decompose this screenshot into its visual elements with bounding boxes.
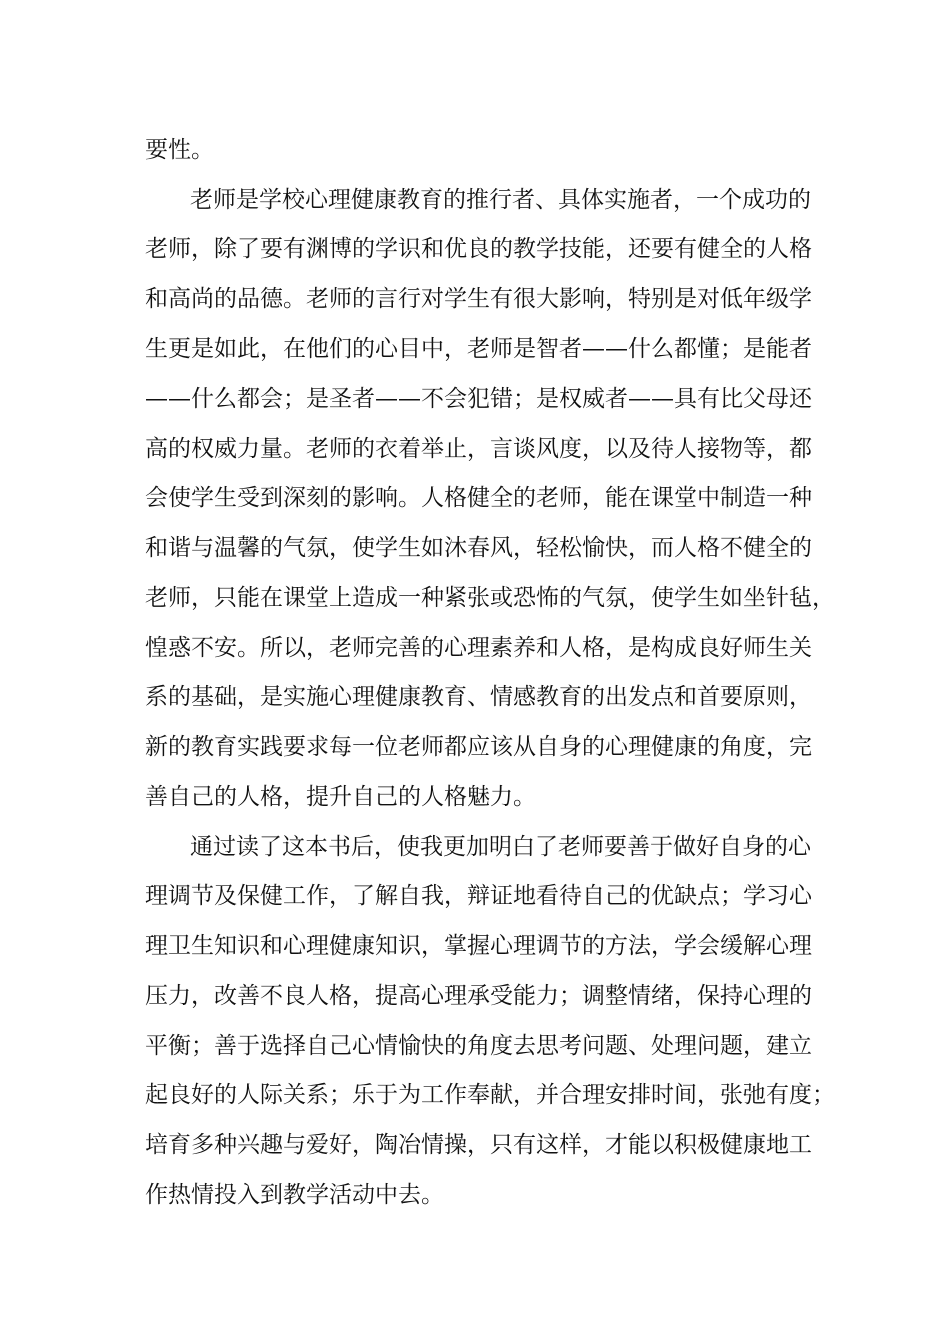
paragraph-2-line-9: 老师，只能在课堂上造成一种紧张或恐怖的气氛，使学生如坐针毡， [145, 585, 835, 611]
paragraph-2-line-6: 高的权威力量。老师的衣着举止，言谈风度，以及待人接物等，都 [145, 436, 812, 462]
paragraph-2-line-13: 善自己的人格，提升自己的人格魅力。 [145, 784, 536, 810]
paragraph-2-line-5: ——什么都会；是圣者——不会犯错；是权威者——具有比父母还 [145, 386, 812, 412]
paragraph-2-line-7: 会使学生受到深刻的影响。人格健全的老师，能在课堂中制造一种 [145, 485, 812, 511]
paragraph-3-line-3: 理卫生知识和心理健康知识，掌握心理调节的方法，学会缓解心理 [145, 933, 812, 959]
paragraph-3-line-6: 起良好的人际关系；乐于为工作奉献，并合理安排时间，张弛有度； [145, 1082, 835, 1108]
paragraph-2-line-12: 新的教育实践要求每一位老师都应该从自身的心理健康的角度，完 [145, 734, 812, 760]
paragraph-3-line-8: 作热情投入到教学活动中去。 [145, 1182, 444, 1208]
paragraph-2-line-2: 老师，除了要有渊博的学识和优良的教学技能，还要有健全的人格 [145, 236, 812, 262]
paragraph-2-line-8: 和谐与温馨的气氛，使学生如沐春风，轻松愉快，而人格不健全的 [145, 535, 812, 561]
paragraph-3-line-7: 培育多种兴趣与爱好，陶冶情操，只有这样，才能以积极健康地工 [145, 1132, 812, 1158]
paragraph-2-line-4: 生更是如此，在他们的心目中，老师是智者——什么都懂；是能者 [145, 336, 812, 362]
paragraph-3-line-2: 理调节及保健工作，了解自我，辩证地看待自己的优缺点；学习心 [145, 883, 812, 909]
paragraph-2-line-11: 系的基础，是实施心理健康教育、情感教育的出发点和首要原则， [145, 684, 812, 710]
paragraph-3-line-1: 通过读了这本书后，使我更加明白了老师要善于做好自身的心 [190, 834, 811, 860]
paragraph-3-line-4: 压力，改善不良人格，提高心理承受能力；调整情绪，保持心理的 [145, 983, 812, 1009]
paragraph-1-line-1: 要性。 [145, 137, 214, 163]
paragraph-2-line-3: 和高尚的品德。老师的言行对学生有很大影响，特别是对低年级学 [145, 286, 812, 312]
paragraph-2-line-1: 老师是学校心理健康教育的推行者、具体实施者，一个成功的 [190, 187, 811, 213]
paragraph-3-line-5: 平衡；善于选择自己心情愉快的角度去思考问题、处理问题，建立 [145, 1033, 812, 1059]
paragraph-2-line-10: 惶惑不安。所以，老师完善的心理素养和人格，是构成良好师生关 [145, 635, 812, 661]
